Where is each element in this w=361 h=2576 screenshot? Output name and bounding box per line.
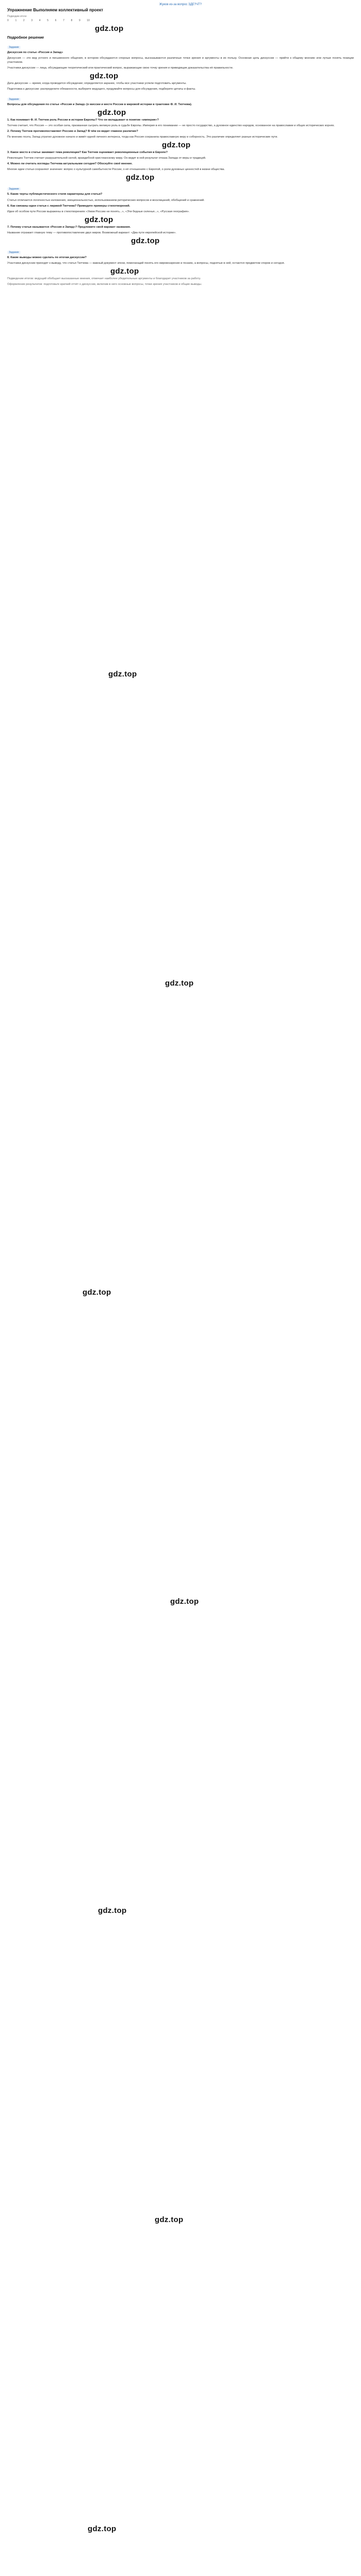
- paragraph: 3. Какое место в статье занимает тема революции? Как Тютчев оценивает революционные события в Европе?: [7, 151, 168, 155]
- watermark-logo: gdz.top: [131, 236, 160, 245]
- paragraph: Дискуссия по статье «Россия и Запад»: [7, 51, 63, 54]
- paragraph: 1. Как понимает Ф. И. Тютчев роль России в истории Европы? Что он вкладывает в понятие «империя»?: [7, 118, 159, 122]
- paragraph: Тютчев считает, что Россия — это особая сила, призванная сыграть великую роль в судьбе Европы. Империя в его понимании — не просто государство, а духовное единство народов, основанное на православии и общих исторических корнях.: [7, 124, 335, 127]
- paragraph: 4. Можно ли считать взгляды Тютчева актуальными сегодня? Обоснуйте своё мнение.: [7, 162, 133, 166]
- rating-scale: [7, 19, 90, 22]
- watermark-logo: gdz.top: [98, 1906, 127, 1915]
- task-tag[interactable]: Задание: [7, 46, 21, 49]
- watermark-logo: gdz.top: [165, 979, 194, 988]
- page-title: Упражнение Выполняем коллективный проект: [7, 8, 104, 12]
- section-title: Подробное решение: [7, 36, 44, 40]
- paragraph: 6. Как связаны идеи статьи с лирикой Тютчева? Приведите примеры стихотворений.: [7, 204, 130, 208]
- paragraph: 7. Почему статья называется «Россия и Запад»? Предложите свой вариант названия.: [7, 225, 131, 229]
- task-tag[interactable]: Задание: [7, 251, 21, 254]
- task-tag[interactable]: Задание: [7, 188, 21, 191]
- paragraph: Оформление результатов: подготовьте краткий отчёт о дискуссии, включив в него основные вопросы, точки зрения участников и общие выводы.: [7, 283, 202, 286]
- rating-option[interactable]: 4: [39, 19, 41, 22]
- paragraph: Участники дискуссии — лица, обсуждающие теоретический или практический вопрос, выражающие свою точку зрения и приводящие доказательства её правильности.: [7, 66, 234, 70]
- rating-label: Подводим итоги: [7, 15, 27, 18]
- rating-option[interactable]: 6: [55, 19, 57, 22]
- paragraph: Участники дискуссии приходят к выводу, что статья Тютчева — важный документ эпохи, помогающий понять его мировоззрение и поэзию, а вопросы, поднятые в ней, остаются предметом споров и сегодня.: [7, 262, 285, 265]
- watermark-logo: gdz.top: [110, 267, 139, 276]
- paragraph: Революцию Тютчев считает разрушительной силой, враждебной христианскому миру. Он видит в ней результат отказа Запада от веры и традиций.: [7, 157, 206, 160]
- top-link[interactable]: Жуков из-за вопрос ЗДЕ?ЧТ?: [159, 3, 202, 6]
- watermark-logo: gdz.top: [108, 670, 137, 679]
- rating-option[interactable]: 0: [7, 19, 9, 22]
- paragraph: Дата дискуссии — время, когда проводится обсуждение; определяется заранее, чтобы все участники успели подготовить аргументы.: [7, 82, 187, 86]
- rating-option[interactable]: 5: [47, 19, 48, 22]
- paragraph: Статья отличается логичностью изложения, эмоциональностью, использованием риторических вопросов и восклицаний, обобщений и сравнений.: [7, 198, 205, 202]
- watermark-logo: gdz.top: [95, 24, 124, 33]
- paragraph: Название отражает главную тему — противопоставление двух миров. Возможный вариант: «Два пути европейской истории».: [7, 231, 176, 234]
- watermark-logo: gdz.top: [126, 173, 155, 182]
- paragraph: 8. Какие выводы можно сделать по итогам дискуссии?: [7, 256, 87, 259]
- watermark-logo: gdz.top: [85, 215, 113, 224]
- rating-option[interactable]: 2: [23, 19, 25, 22]
- paragraph: 2. Почему Тютчев противопоставляет Россию и Запад? В чём он видит главное различие?: [7, 129, 138, 133]
- paragraph: Идеи об особом пути России выражены в стихотворениях «Умом Россию не понять...», «Эти бедные селенья...», «Русская география».: [7, 210, 190, 213]
- paragraph: Вопросы для обсуждения по статье «Россия и Запад» (о миссии и месте России в мировой истории в трактовке Ф. И. Тютчева).: [7, 103, 192, 106]
- watermark-logo: gdz.top: [88, 2524, 117, 2533]
- paragraph: Подведение итогов: ведущий обобщает высказанные мнения, отмечает наиболее убедительные аргументы и благодарит участников за работу.: [7, 277, 201, 281]
- rating-option[interactable]: 9: [78, 19, 80, 22]
- paragraph: По мнению поэта, Запад утратил духовное начало и живёт идеей личного интереса, тогда как Россия сохранила православную веру и соборность. Это различие определяет разные исторические пути.: [7, 135, 278, 139]
- rating-option[interactable]: 1: [15, 19, 17, 22]
- rating-option[interactable]: 7: [63, 19, 64, 22]
- rating-option[interactable]: 8: [71, 19, 73, 22]
- paragraph: 5. Какие черты публицистического стиля характерны для статьи?: [7, 193, 103, 196]
- task-tag[interactable]: Задание: [7, 98, 21, 101]
- rating-option[interactable]: 3: [31, 19, 33, 22]
- watermark-logo: gdz.top: [162, 141, 191, 150]
- watermark-logo: gdz.top: [170, 1597, 199, 1606]
- rating-option[interactable]: 10: [87, 19, 90, 22]
- watermark-logo: gdz.top: [90, 72, 119, 81]
- watermark-logo: gdz.top: [97, 108, 126, 117]
- paragraph: Дискуссия — это вид устного и письменного общения, в котором обсуждаются спорные вопросы, высказываются различные точки зрения и аргументы в их пользу. Основная цель дискуссии — прийти к общему мнению или лучше понять позиции участников.: [7, 57, 354, 64]
- watermark-logo: gdz.top: [83, 1288, 111, 1297]
- watermark-logo: gdz.top: [155, 2215, 184, 2224]
- paragraph: Подготовка к дискуссии: распределите обязанности, выберите ведущего, продумайте вопросы для обсуждения, подберите цитаты и факты.: [7, 88, 196, 91]
- paragraph: Многие идеи статьи сохраняют значение: вопрос о культурной самобытности России, о её отношениях с Европой, о роли духовных ценностей в жизни общества.: [7, 168, 225, 172]
